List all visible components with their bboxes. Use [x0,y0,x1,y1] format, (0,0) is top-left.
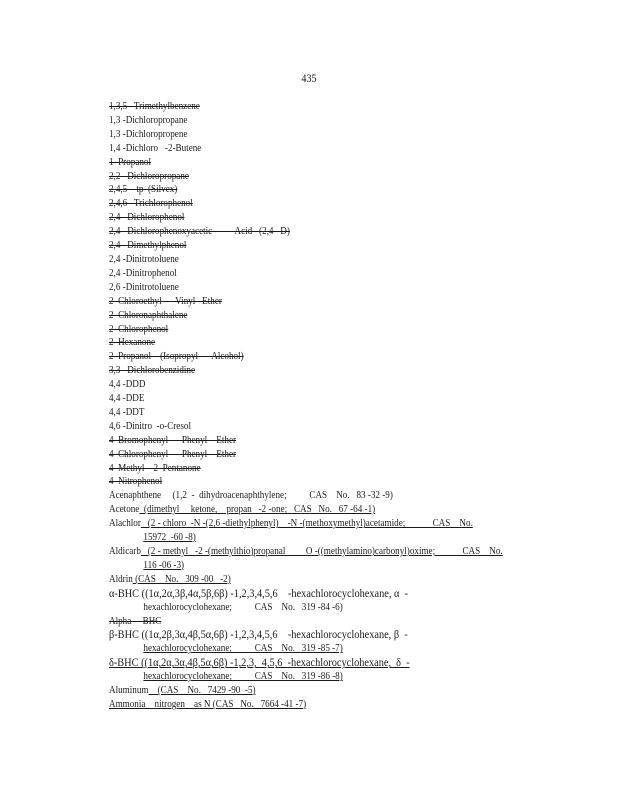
entry-text: (CAS No. 7429 -90 -5) [148,685,256,697]
list-item [109,350,487,364]
list-item [109,628,487,642]
list-item [109,587,487,601]
list-item [109,406,487,420]
entry-text: 2,4 Dichlorophenoxyacetic Acid (2,4 D) [109,226,290,238]
entry-text: (CAS No. 309 -00 -2) [132,573,231,585]
list-item [109,100,487,114]
list-item [109,420,487,434]
entry-text: 2 Chloronaphthalene [109,309,188,321]
entry-name: Alachlor [109,518,141,530]
list-item [109,267,487,281]
entry-text: 2,6 -Dinitrotoluene [109,281,179,293]
list-item [109,142,487,156]
entry-text: 2,4,6 Trichlorophenol [109,198,193,210]
entry-text: 116 -06 -3) [143,559,185,571]
list-item [109,601,487,615]
list-item [109,253,487,267]
entry-text: 3,3 Dichlorobenzidine [109,365,196,377]
entry-name: Aldicarb [109,546,141,557]
entry-text: 4,4 -DDT [109,406,145,418]
list-item [109,462,487,476]
list-item [109,128,487,142]
list-item [109,281,487,295]
entry-text: 4,4 -DDD [109,379,146,391]
entry-text: 2,4 Dimethylphenol [109,240,187,252]
entry-text: δ-BHC ((1α,2α,3α,4β,5α,6β) -1,2,3, 4,5,6 -hexachlorocyclohexane, δ - [109,655,410,670]
contaminant-list [109,100,549,712]
entry-text: 1 Propanol [109,156,152,168]
entry-name: Acenaphthene [109,490,162,502]
entry-text: 4 Nitrophenol [109,476,163,488]
entry-text: Alpha –BHC [109,615,162,627]
list-item [109,336,487,350]
entry-text: (2 - chloro -N -(2,6 -diethylphenyl) -N -(methoxymethyl)acetamide; CAS No. [140,518,473,530]
list-item [109,475,487,489]
list-item [109,545,503,559]
page-number: 435 [301,73,317,85]
list-item [109,211,487,225]
list-item [109,323,487,337]
entry-text: 2,4 -Dinitrotoluene [109,253,179,265]
entry-text: 4 Methyl 2 Pentanone [109,462,201,474]
entry-text: 4,6 -Dinitro -o-Cresol [109,420,191,432]
entry-text: (dimethyl ketone, propan -2 -one; CAS No. 67 -64 -1) [139,504,376,516]
entry-text: 2,2 Dichloropropane [109,170,189,182]
list-item [109,239,487,253]
entry-text: α-BHC ((1α,2α,3β,4α,5β,6β) -1,2,3,4,5,6 -hexachlorocyclohexane, α - [109,585,408,600]
entry-text: (1,2 - dihydroacenaphthylene; CAS No. 83 -32 -9) [161,490,393,502]
list-item [109,573,487,587]
entry-text: 1,3,5 Trimethylbenzene [109,101,200,112]
list-item [109,684,487,698]
list-item [109,670,487,684]
list-item [109,559,487,573]
entry-text: 2,4 Dichlorophenol [109,212,185,224]
entry-text: 4,4 -DDE [109,393,145,405]
entry-text: 1,4 -Dichloro -2-Butene [109,142,202,154]
entry-text: 2 Propanol (Isopropyl Alcohol) [109,351,244,363]
entry-text: 4 Bromophenyl Phenyl Ether [109,434,237,446]
entry-name: Acetone [109,504,140,516]
entry-name: Aldrin [109,573,133,585]
entry-text: Ammonia nitrogen as N (CAS No. 7664 -41 -7) [109,698,307,710]
list-item [109,183,487,197]
list-item [109,698,487,712]
list-item [109,364,487,378]
entry-text: 1,3 -Dichloropropene [109,128,188,140]
list-item [109,225,487,239]
entry-text: 2 Chlorophenol [109,323,169,335]
list-item [109,309,487,323]
entry-text: hexachlorocyclohexane; CAS No. 319 -86 -8) [143,671,343,683]
entry-text: 2 Hexanone [109,337,156,349]
list-item [109,615,487,629]
list-item [109,531,487,545]
list-item [109,434,487,448]
entry-text: 1,3 -Dichloropropane [109,114,188,126]
list-item [109,392,487,406]
entry-text: 15972 -60 -8) [143,532,196,544]
list-item [109,642,487,656]
list-item [109,517,487,531]
list-item [109,378,487,392]
entry-name: Aluminum [109,685,149,697]
list-item [109,114,487,128]
entry-text: hexachlorocyclohexane; CAS No. 319 -84 -6) [143,601,343,613]
entry-text: 4 Chlorophenyl Phenyl Ether [109,448,237,460]
list-item [109,503,487,517]
list-item [109,156,487,170]
list-item [109,448,487,462]
entry-text: 2,4 -Dinitrophenol [109,267,177,279]
entry-text: 2,4,5 tp (Silvex) [109,184,178,196]
entry-text: hexachlorocyclohexane; CAS No. 319 -85 -7) [143,643,343,655]
entry-text: 2 Chloroethyl Vinyl Ether [109,295,222,307]
list-item [109,656,487,670]
list-item [109,197,487,211]
list-item [109,170,487,184]
list-item [109,295,487,309]
entry-text: β-BHC ((1α,2β,3α,4β,5α,6β) -1,2,3,4,5,6 -hexachlorocyclohexane, β - [109,627,408,642]
list-item [109,489,487,503]
entry-text: (2 - methyl -2 -(methylthio)propanal O -((methylamino)carbonyl)oxime; CAS No. [140,546,503,557]
